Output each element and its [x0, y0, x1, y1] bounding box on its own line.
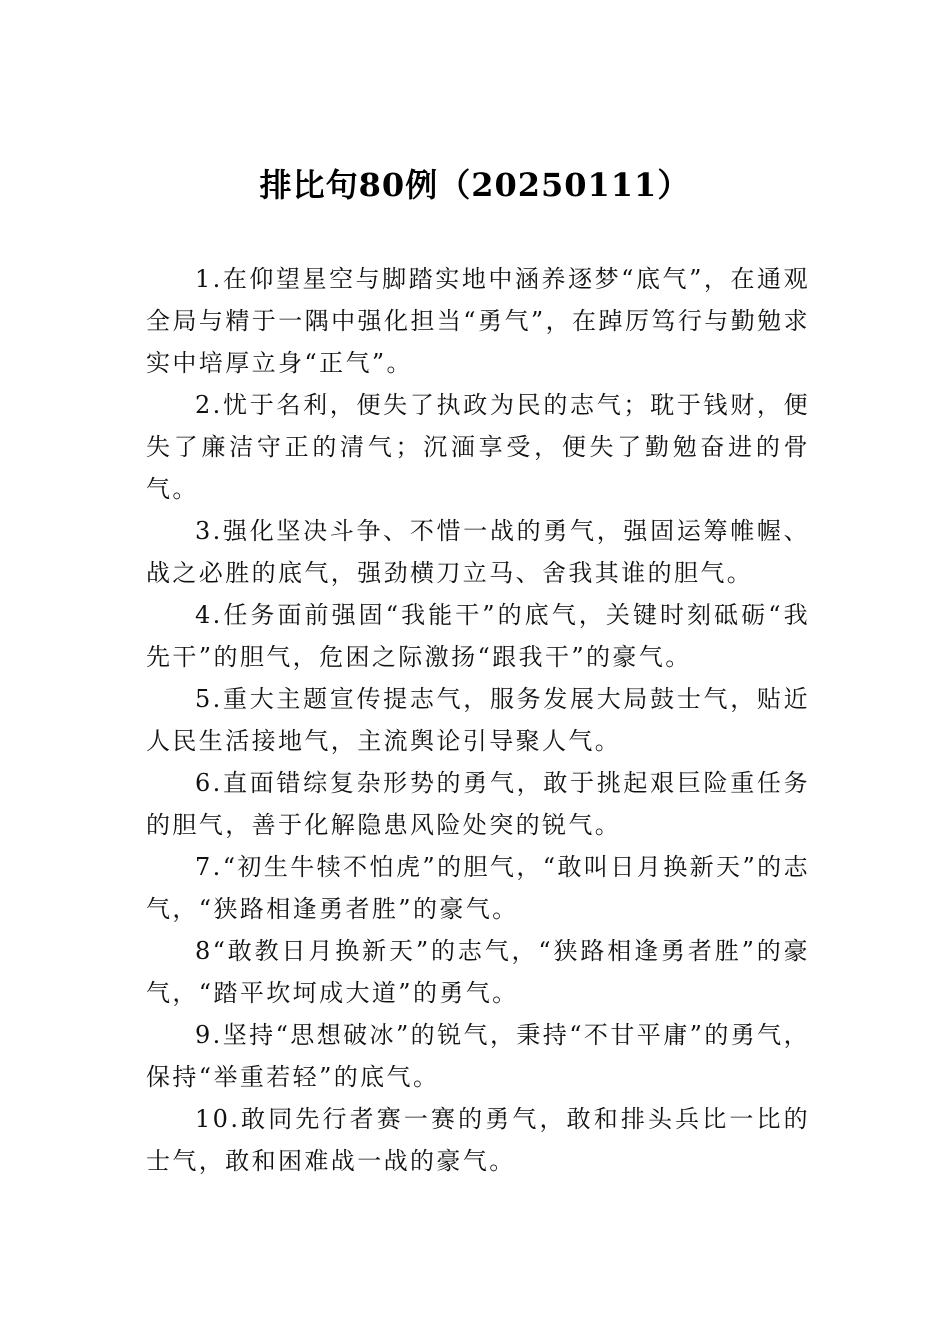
paragraph-6: 6.直面错综复杂形势的勇气，敢于挑起艰巨险重任务的胆气，善于化解隐患风险处突的锐气。	[146, 769, 810, 839]
paragraph-5: 5.重大主题宣传提志气，服务发展大局鼓士气，贴近人民生活接地气，主流舆论引导聚人气。	[146, 685, 810, 755]
paragraph-1: 1.在仰望星空与脚踏实地中涵养逐梦“底气”，在通观全局与精于一隅中强化担当“勇气”，在踔厉笃行与勤勉求实中培厚立身“正气”。	[146, 265, 810, 377]
paragraph-3: 3.强化坚决斗争、不惜一战的勇气，强固运筹帷幄、战之必胜的底气，强劲横刀立马、舍我其谁的胆气。	[146, 517, 810, 587]
paragraph-10: 10.敢同先行者赛一赛的勇气，敢和排头兵比一比的士气，敢和困难战一战的豪气。	[146, 1105, 810, 1175]
paragraph-8: 8“敢教日月换新天”的志气，“狭路相逢勇者胜”的豪气，“踏平坎坷成大道”的勇气。	[146, 937, 810, 1007]
document-body	[146, 258, 810, 1182]
document-title: 排比句80例（20250111）	[259, 166, 691, 204]
paragraph-2: 2.忧于名利，便失了执政为民的志气；耽于钱财，便失了廉洁守正的清气；沉湎享受，便失了勤勉奋进的骨气。	[146, 391, 810, 503]
paragraph-4: 4.任务面前强固“我能干”的底气，关键时刻砥砺“我先干”的胆气，危困之际激扬“跟我干”的豪气。	[146, 601, 810, 671]
paragraph-7: 7.“初生牛犊不怕虎”的胆气，“敢叫日月换新天”的志气，“狭路相逢勇者胜”的豪气。	[146, 853, 810, 923]
paragraph-9: 9.坚持“思想破冰”的锐气，秉持“不甘平庸”的勇气，保持“举重若轻”的底气。	[146, 1021, 810, 1091]
